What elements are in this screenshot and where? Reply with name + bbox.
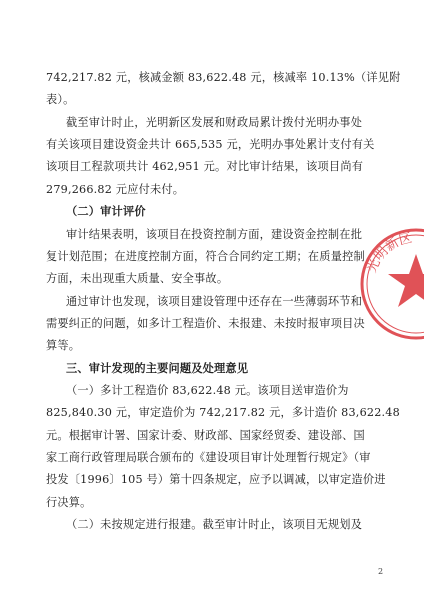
body-line: （二）未按规定进行报建。截至审计时止，该项目无规划及 [66,518,363,531]
page-number: 2 [378,567,384,576]
body-line: 截至审计时止，光明新区发展和财政局累计拨付光明办事处 [66,116,363,129]
section-heading: 三、审计发现的主要问题及处理意见 [66,362,249,375]
body-line: 279,266.82 元应付未付。 [46,183,185,196]
body-line: 审计结果表明，该项目在投资控制方面，建设资金控制在批 [66,228,363,241]
body-line: 该项目工程款项共计 462,951 元。对比审计结果，该项目尚有 [46,160,364,173]
body-line: 家工商行政管理局联合颁布的《建设项目审计处理暂行规定》（审 [46,451,371,464]
body-line: 825,840.30 元，审定造价为 742,217.82 元，多计造价 83,622.48 [46,406,400,419]
seal-star-icon [388,254,424,307]
section-heading: （二）审计评价 [66,205,146,218]
body-line: 复计划范围；在进度控制方面，符合合同约定工期；在质量控制 [46,250,365,263]
body-line: 行决算。 [46,496,92,509]
body-line: 需要纠正的问题，如多计工程造价、未报建、未按时报审项目决 [46,317,365,330]
body-line: 方面，未出现重大质量、安全事故。 [46,272,229,285]
body-line: 算等。 [46,339,81,352]
body-line: 742,217.82 元，核减金额 83,622.48 元，核减率 10.13%（详见附 [46,71,401,84]
body-line: （一）多计工程造价 83,622.48 元。该项目送审造价为 [66,384,349,397]
body-line: 有关该项目建设资金共计 665,535 元，光明办事处累计支付有关 [46,138,375,151]
seal-text: 光明新区 [364,230,414,275]
body-line: 表）。 [46,93,75,106]
body-line: 投发〔1996〕105 号）第十四条规定，应予以调减，以审定造价进 [46,473,386,486]
body-line: 通过审计也发现，该项目建设管理中还存在一些薄弱环节和 [66,295,363,308]
body-line: 元。根据审计署、国家计委、财政部、国家经贸委、建设部、国 [46,429,365,442]
official-seal-stamp [356,224,424,344]
